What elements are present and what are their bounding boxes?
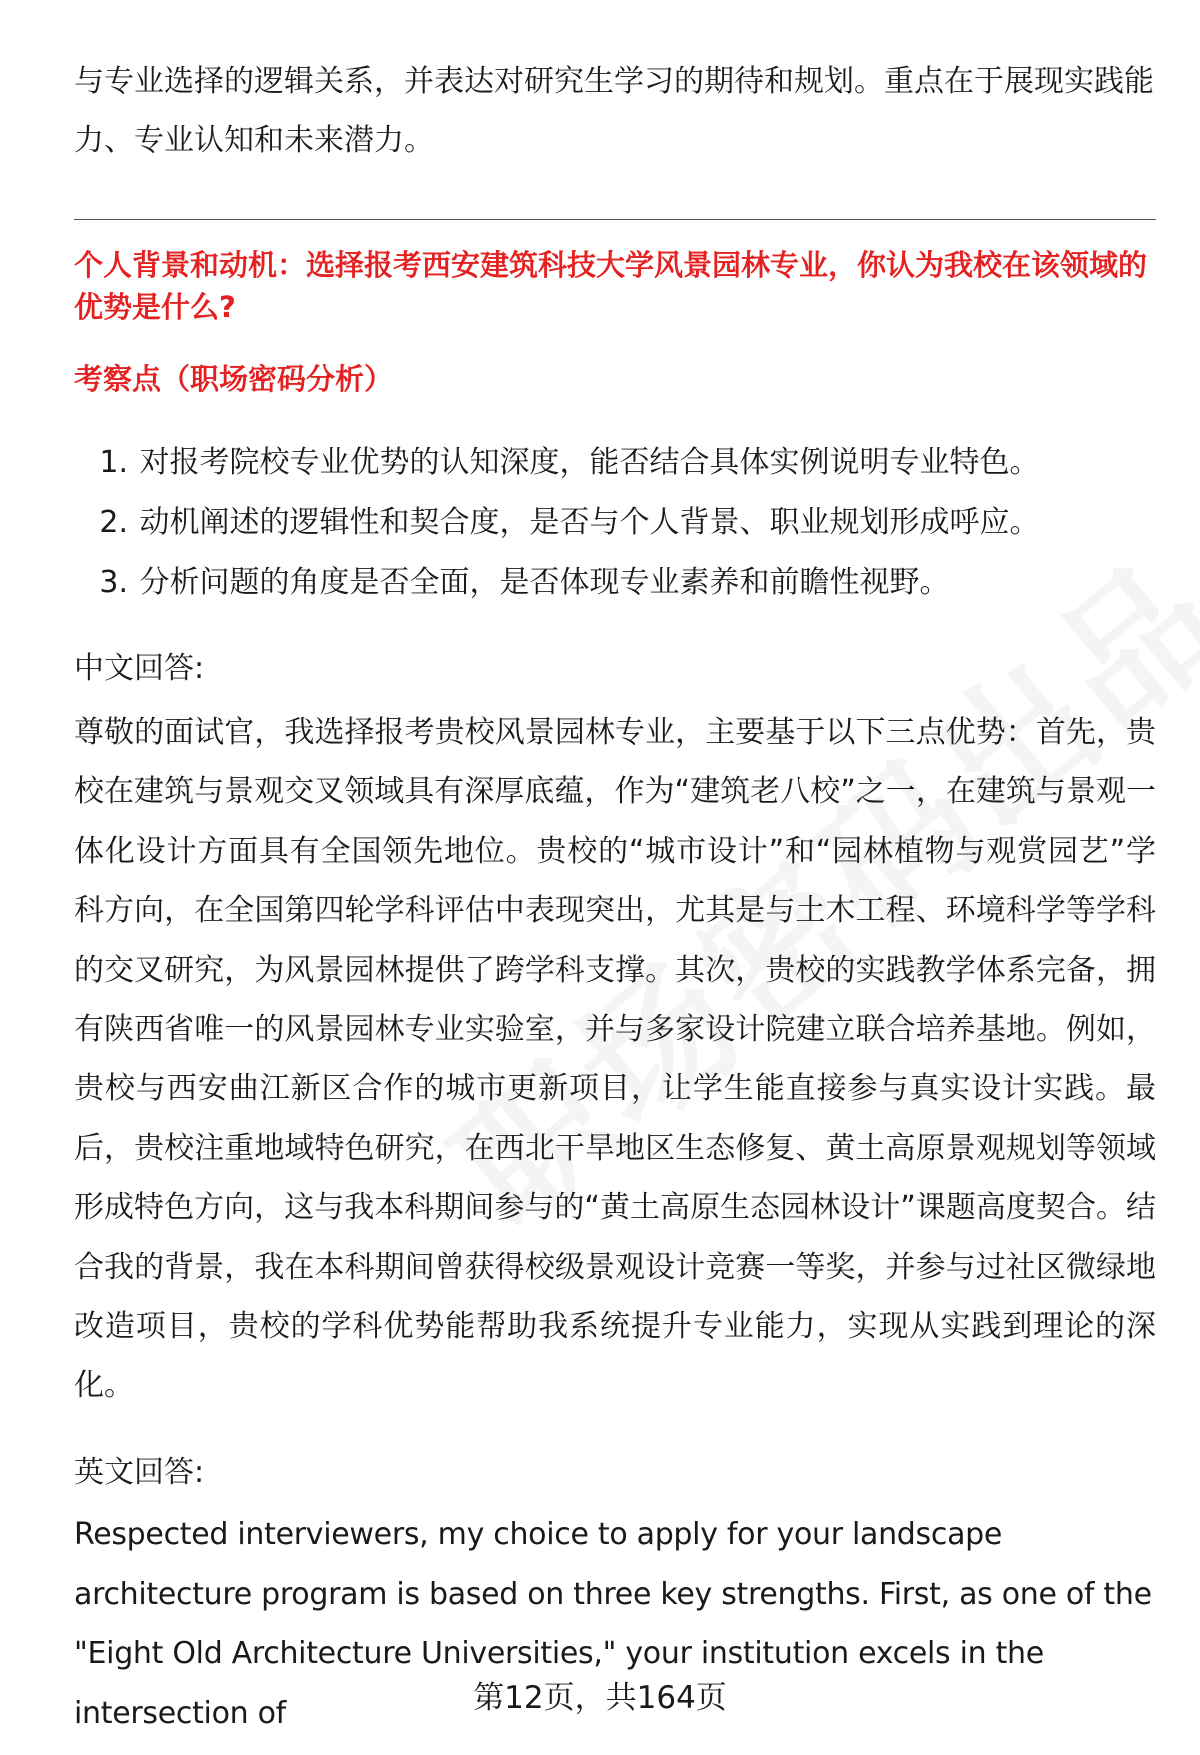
list-item-number: 1.: [99, 445, 128, 480]
list-item-text: 对报考院校专业优势的认知深度，能否结合具体实例说明专业特色。: [139, 445, 1040, 480]
assessment-points-list: [74, 433, 1154, 613]
section-divider: [74, 219, 1156, 220]
section-title: 考察点（职场密码分析）: [74, 362, 394, 396]
list-item: [74, 433, 1154, 493]
intro-paragraph: 与专业选择的逻辑关系，并表达对研究生学习的期待和规划。重点在于展现实践能力、专业认知和未来潜力。: [74, 64, 1154, 158]
chinese-answer-text: 尊敬的面试官，我选择报考贵校风景园林专业，主要基于以下三点优势：首先，贵校在建筑与景观交叉领域具有深厚底蕴，作为“建筑老八校”之一，在建筑与景观一体化设计方面具有全国领先地位。贵校的“城市设计”和“园林植物与观赏园艺”学科方向，在全国第四轮学科评估中表现突出，尤其是与土木工程、环境科学等学科的交叉研究，为风景园林提供了跨学科支撑。其次，贵校的实践教学体系完备，拥有陕西省唯一的风景园林专业实验室，并与多家设计院建立联合培养基地。例如，贵校与西安曲江新区合作的城市更新项目，让学生能直接参与真实设计实践。最后，贵校注重地域特色研究，在西北干旱地区生态修复、黄土高原景观规划等领域形成特色方向，这与我本科期间参与的“黄土高原生态园林设计”课题高度契合。结合我的背景，我在本科期间曾获得校级景观设计竞赛一等奖，并参与过社区微绿地改造项目，贵校的学科优势能帮助我系统提升专业能力，实现从实践到理论的深化。: [74, 715, 1156, 1404]
list-item-text: 分析问题的角度是否全面，是否体现专业素养和前瞻性视野。: [139, 565, 950, 600]
question-heading: 个人背景和动机：选择报考西安建筑科技大学风景园林专业，你认为我校在该领域的优势是什么?: [74, 248, 1148, 324]
chinese-answer-label: 中文回答:: [74, 651, 205, 686]
list-item: [74, 553, 1154, 613]
list-item-number: 2.: [99, 505, 128, 540]
page-number-footer: 第12页，共164页: [473, 1680, 727, 1716]
list-item: [74, 493, 1154, 553]
english-answer-text: Respected interviewers, my choice to apply for your landscape architecture program is based on three key strengths. First, as one of the "Eight Old Architecture Universities," your institution excels in the intersection of: [74, 1517, 1152, 1731]
list-item-text: 动机阐述的逻辑性和契合度，是否与个人背景、职业规划形成呼应。: [139, 505, 1040, 540]
list-item-number: 3.: [99, 565, 128, 600]
english-answer-label: 英文回答:: [74, 1455, 205, 1490]
